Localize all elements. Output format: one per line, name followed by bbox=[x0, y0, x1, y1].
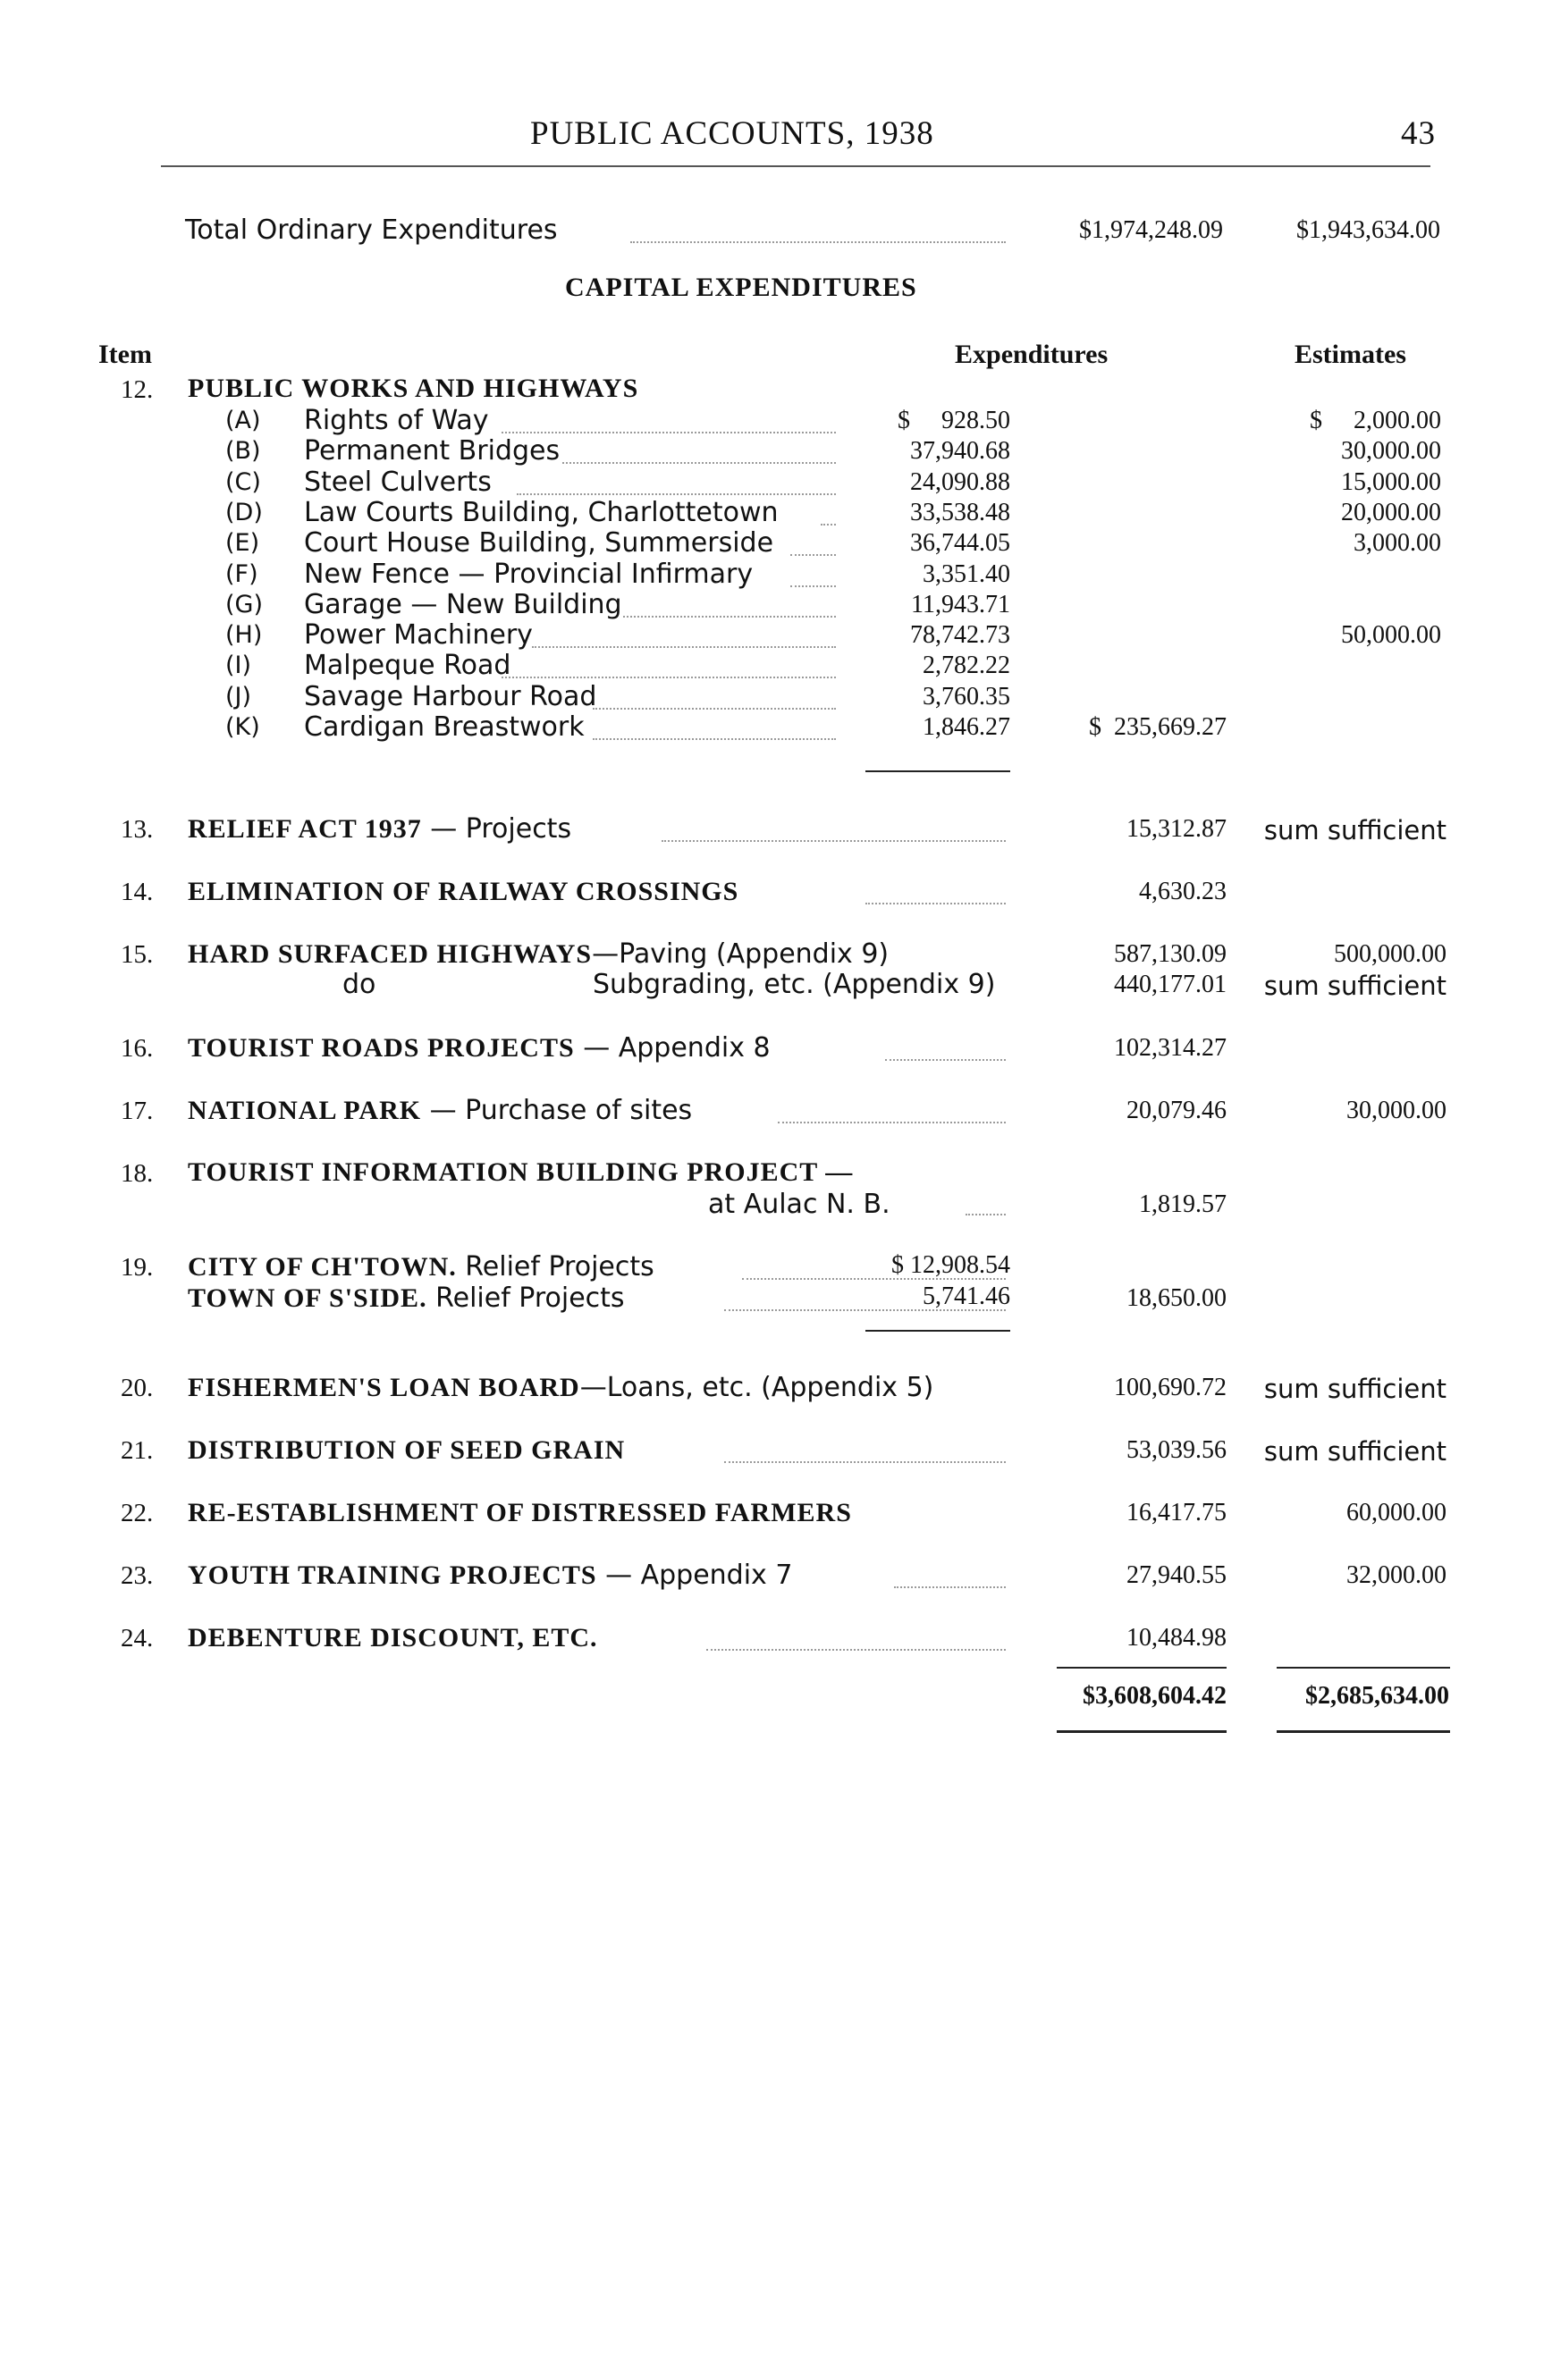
item-number: 15. bbox=[121, 940, 154, 969]
sub-line-letter: (I) bbox=[225, 652, 252, 679]
leader-dots bbox=[502, 432, 836, 433]
sub-line-letter: (B) bbox=[225, 437, 261, 465]
item-heading bbox=[188, 1032, 771, 1064]
item-description: — Projects bbox=[421, 813, 572, 845]
leader-dots bbox=[821, 524, 836, 526]
item-number: 24. bbox=[121, 1624, 154, 1653]
item-heading bbox=[188, 876, 738, 907]
subtotal-rule bbox=[865, 1330, 1010, 1332]
sub-line-amount: 37,940.68 bbox=[910, 437, 1010, 465]
section-title: CAPITAL EXPENDITURES bbox=[565, 273, 917, 302]
item-number: 21. bbox=[121, 1436, 154, 1465]
item-title: DISTRIBUTION OF SEED GRAIN bbox=[188, 1435, 626, 1465]
item-estimate: 500,000.00 bbox=[1334, 940, 1447, 968]
item-heading bbox=[188, 1251, 654, 1283]
item-number: 13. bbox=[121, 815, 154, 844]
leader-dots bbox=[790, 585, 836, 587]
sub-line-letter: (J) bbox=[225, 683, 252, 711]
item-description: — Purchase of sites bbox=[421, 1095, 693, 1126]
sub-line-label: Cardigan Breastwork bbox=[304, 711, 585, 743]
sub-line-amount: 11,943.71 bbox=[911, 591, 1010, 618]
sub-line-label: Power Machinery bbox=[304, 619, 533, 651]
item-number: 12. bbox=[121, 375, 154, 404]
leader-dots bbox=[593, 738, 836, 740]
sub-line-estimate: 3,000.00 bbox=[1354, 529, 1441, 557]
item-description: Relief Projects bbox=[456, 1251, 654, 1283]
leader-dots bbox=[778, 1122, 1006, 1123]
item-estimate: sum sufficient bbox=[1263, 1436, 1447, 1467]
sub-line-estimate: $ 2,000.00 bbox=[1310, 407, 1441, 434]
sub-line-estimate: 15,000.00 bbox=[1341, 468, 1441, 496]
item-description: —Loans, etc. (Appendix 5) bbox=[579, 1372, 934, 1403]
item-title: RELIEF ACT 1937 bbox=[188, 814, 422, 844]
grand-total-expenditure: $3,608,604.42 bbox=[1083, 1682, 1227, 1710]
sub-line-amount: $ 928.50 bbox=[898, 407, 1010, 434]
item-number: 20. bbox=[121, 1374, 154, 1402]
item-expenditure: 1,819.57 bbox=[1139, 1190, 1227, 1218]
leader-dots bbox=[593, 708, 836, 710]
sub-line-label: Court House Building, Summerside bbox=[304, 527, 774, 559]
item-heading bbox=[188, 1372, 933, 1403]
sub-line-amount: 3,351.40 bbox=[923, 560, 1010, 588]
grand-total-estimate: $2,685,634.00 bbox=[1305, 1682, 1449, 1710]
item-number: 17. bbox=[121, 1097, 154, 1125]
sub-line-letter: (D) bbox=[225, 499, 263, 526]
leader-dots bbox=[894, 1586, 1006, 1588]
item-number: 18. bbox=[121, 1159, 154, 1188]
leader-dots bbox=[742, 1278, 1006, 1280]
item-expenditure: 16,417.75 bbox=[1126, 1499, 1227, 1526]
total-rule-bottom bbox=[1057, 1730, 1227, 1733]
item-title: TOURIST ROADS PROJECTS bbox=[188, 1033, 575, 1063]
sub-line-label: Law Courts Building, Charlottetown bbox=[304, 497, 779, 528]
total-ordinary-expenditure: $1,974,248.09 bbox=[1079, 216, 1223, 244]
item-description: Relief Projects bbox=[426, 1283, 625, 1314]
sub-line-label: Garage — New Building bbox=[304, 589, 622, 620]
item-expenditure: 587,130.09 bbox=[1114, 940, 1227, 968]
sub-line-amount: 3,760.35 bbox=[923, 683, 1010, 711]
item-ditto: do bbox=[342, 969, 376, 1000]
item-heading bbox=[188, 1283, 625, 1314]
item-expenditure: 10,484.98 bbox=[1126, 1624, 1227, 1652]
item-estimate: sum sufficient bbox=[1263, 815, 1447, 845]
column-header-expenditures: Expenditures bbox=[955, 340, 1109, 369]
sub-line-letter: (C) bbox=[225, 468, 261, 496]
sub-line-label: Rights of Way bbox=[304, 405, 489, 436]
leader-dots bbox=[517, 493, 836, 495]
item-title: FISHERMEN'S LOAN BOARD bbox=[188, 1373, 580, 1402]
item-title: DEBENTURE DISCOUNT, ETC. bbox=[188, 1623, 598, 1653]
sub-line-amount: 33,538.48 bbox=[910, 499, 1010, 526]
item-title: PUBLIC WORKS AND HIGHWAYS bbox=[188, 374, 639, 403]
sub-line-label: Savage Harbour Road bbox=[304, 681, 597, 712]
leader-dots bbox=[885, 1059, 1006, 1061]
item-title: YOUTH TRAINING PROJECTS bbox=[188, 1560, 597, 1590]
sub-line-letter: (A) bbox=[225, 407, 261, 434]
sub-line-amount: 36,744.05 bbox=[910, 529, 1010, 557]
item-title: TOURIST INFORMATION BUILDING PROJECT — bbox=[188, 1157, 854, 1187]
sub-line-label: New Fence — Provincial Infirmary bbox=[304, 559, 754, 590]
sub-line-estimate: 50,000.00 bbox=[1341, 621, 1441, 649]
total-ordinary-label: Total Ordinary Expenditures bbox=[185, 214, 558, 246]
leader-dots bbox=[562, 462, 836, 464]
leader-dots bbox=[724, 1461, 1006, 1463]
sub-line-estimate: 30,000.00 bbox=[1341, 437, 1441, 465]
leader-dots bbox=[502, 677, 836, 678]
total-ordinary-estimate: $1,943,634.00 bbox=[1296, 216, 1440, 244]
leader-dots bbox=[966, 1214, 1006, 1215]
sub-line-total: $ 235,669.27 bbox=[1089, 713, 1227, 741]
leader-dots bbox=[662, 840, 1006, 842]
item-estimate: 32,000.00 bbox=[1346, 1561, 1447, 1589]
item-expenditure: 27,940.55 bbox=[1126, 1561, 1227, 1589]
sub-line-letter: (F) bbox=[225, 560, 258, 588]
leader-dots bbox=[865, 903, 1006, 904]
leader-dots bbox=[724, 1309, 1006, 1311]
sub-line-letter: (E) bbox=[225, 529, 260, 557]
item-expenditure: 4,630.23 bbox=[1139, 878, 1227, 905]
item-expenditure: 53,039.56 bbox=[1126, 1436, 1227, 1464]
item-description: —Paving (Appendix 9) bbox=[592, 938, 890, 970]
item-description: — Appendix 8 bbox=[574, 1032, 771, 1064]
item-description: — Appendix 7 bbox=[596, 1560, 793, 1591]
item-heading bbox=[188, 1434, 625, 1466]
item-number: 19. bbox=[121, 1253, 154, 1282]
item-title: HARD SURFACED HIGHWAYS bbox=[188, 939, 593, 969]
leader-dots bbox=[790, 554, 836, 556]
sub-line-letter: (K) bbox=[225, 713, 260, 741]
item-heading bbox=[188, 813, 571, 845]
column-header-estimates: Estimates bbox=[1295, 340, 1406, 369]
total-rule-top bbox=[1057, 1667, 1227, 1669]
item-expenditure: 15,312.87 bbox=[1126, 815, 1227, 843]
item-heading bbox=[188, 1497, 852, 1528]
item-expenditure: 100,690.72 bbox=[1114, 1374, 1227, 1401]
item-heading bbox=[188, 1622, 598, 1653]
item-expenditure: 20,079.46 bbox=[1126, 1097, 1227, 1124]
sub-line-amount: 24,090.88 bbox=[910, 468, 1010, 496]
sub-line-amount: 1,846.27 bbox=[923, 713, 1010, 741]
item-number: 23. bbox=[121, 1561, 154, 1590]
sub-line-letter: (H) bbox=[225, 621, 263, 649]
sub-line-amount: 2,782.22 bbox=[923, 652, 1010, 679]
total-rule-bottom bbox=[1277, 1730, 1450, 1733]
item-estimate: sum sufficient bbox=[1263, 1374, 1447, 1404]
column-header-item: Item bbox=[98, 340, 152, 369]
item-description: Subgrading, etc. (Appendix 9) bbox=[593, 969, 996, 1000]
item-number: 16. bbox=[121, 1034, 154, 1063]
sub-line-label: Malpeque Road bbox=[304, 650, 511, 681]
item-estimate: sum sufficient bbox=[1263, 971, 1447, 1001]
item-title: TOWN OF S'SIDE. bbox=[188, 1283, 427, 1313]
sub-line-label: Permanent Bridges bbox=[304, 435, 561, 467]
item-heading bbox=[188, 1095, 692, 1126]
item-amount: $ 12,908.54 bbox=[891, 1251, 1010, 1279]
leader-dots bbox=[630, 241, 1006, 243]
leader-dots bbox=[532, 646, 836, 648]
item-expenditure: 440,177.01 bbox=[1114, 971, 1227, 998]
item-amount: 5,741.46 bbox=[923, 1283, 1010, 1310]
item-heading bbox=[188, 938, 889, 970]
item-title: NATIONAL PARK bbox=[188, 1096, 422, 1125]
item-estimate: 30,000.00 bbox=[1346, 1097, 1447, 1124]
item-expenditure: 102,314.27 bbox=[1114, 1034, 1227, 1062]
leader-dots bbox=[706, 1649, 1006, 1651]
item-description: at Aulac N. B. bbox=[708, 1189, 890, 1220]
item-heading bbox=[188, 1560, 792, 1591]
running-title: PUBLIC ACCOUNTS, 1938 bbox=[530, 115, 934, 152]
page-number: 43 bbox=[1401, 115, 1436, 152]
item-number: 14. bbox=[121, 878, 154, 906]
item-title: RE-ESTABLISHMENT OF DISTRESSED FARMERS bbox=[188, 1498, 852, 1527]
item-title: CITY OF CH'TOWN. bbox=[188, 1252, 457, 1282]
total-rule-top bbox=[1277, 1667, 1450, 1669]
sub-line-estimate: 20,000.00 bbox=[1341, 499, 1441, 526]
sub-line-letter: (G) bbox=[225, 591, 263, 618]
leader-dots bbox=[623, 616, 836, 618]
item-estimate: 60,000.00 bbox=[1346, 1499, 1447, 1526]
item-expenditure: 18,650.00 bbox=[1126, 1284, 1227, 1312]
subtotal-rule bbox=[865, 770, 1010, 772]
sub-line-amount: 78,742.73 bbox=[910, 621, 1010, 649]
header-rule bbox=[161, 165, 1430, 167]
item-number: 22. bbox=[121, 1499, 154, 1527]
sub-line-label: Steel Culverts bbox=[304, 467, 492, 498]
item-title: ELIMINATION OF RAILWAY CROSSINGS bbox=[188, 877, 739, 906]
